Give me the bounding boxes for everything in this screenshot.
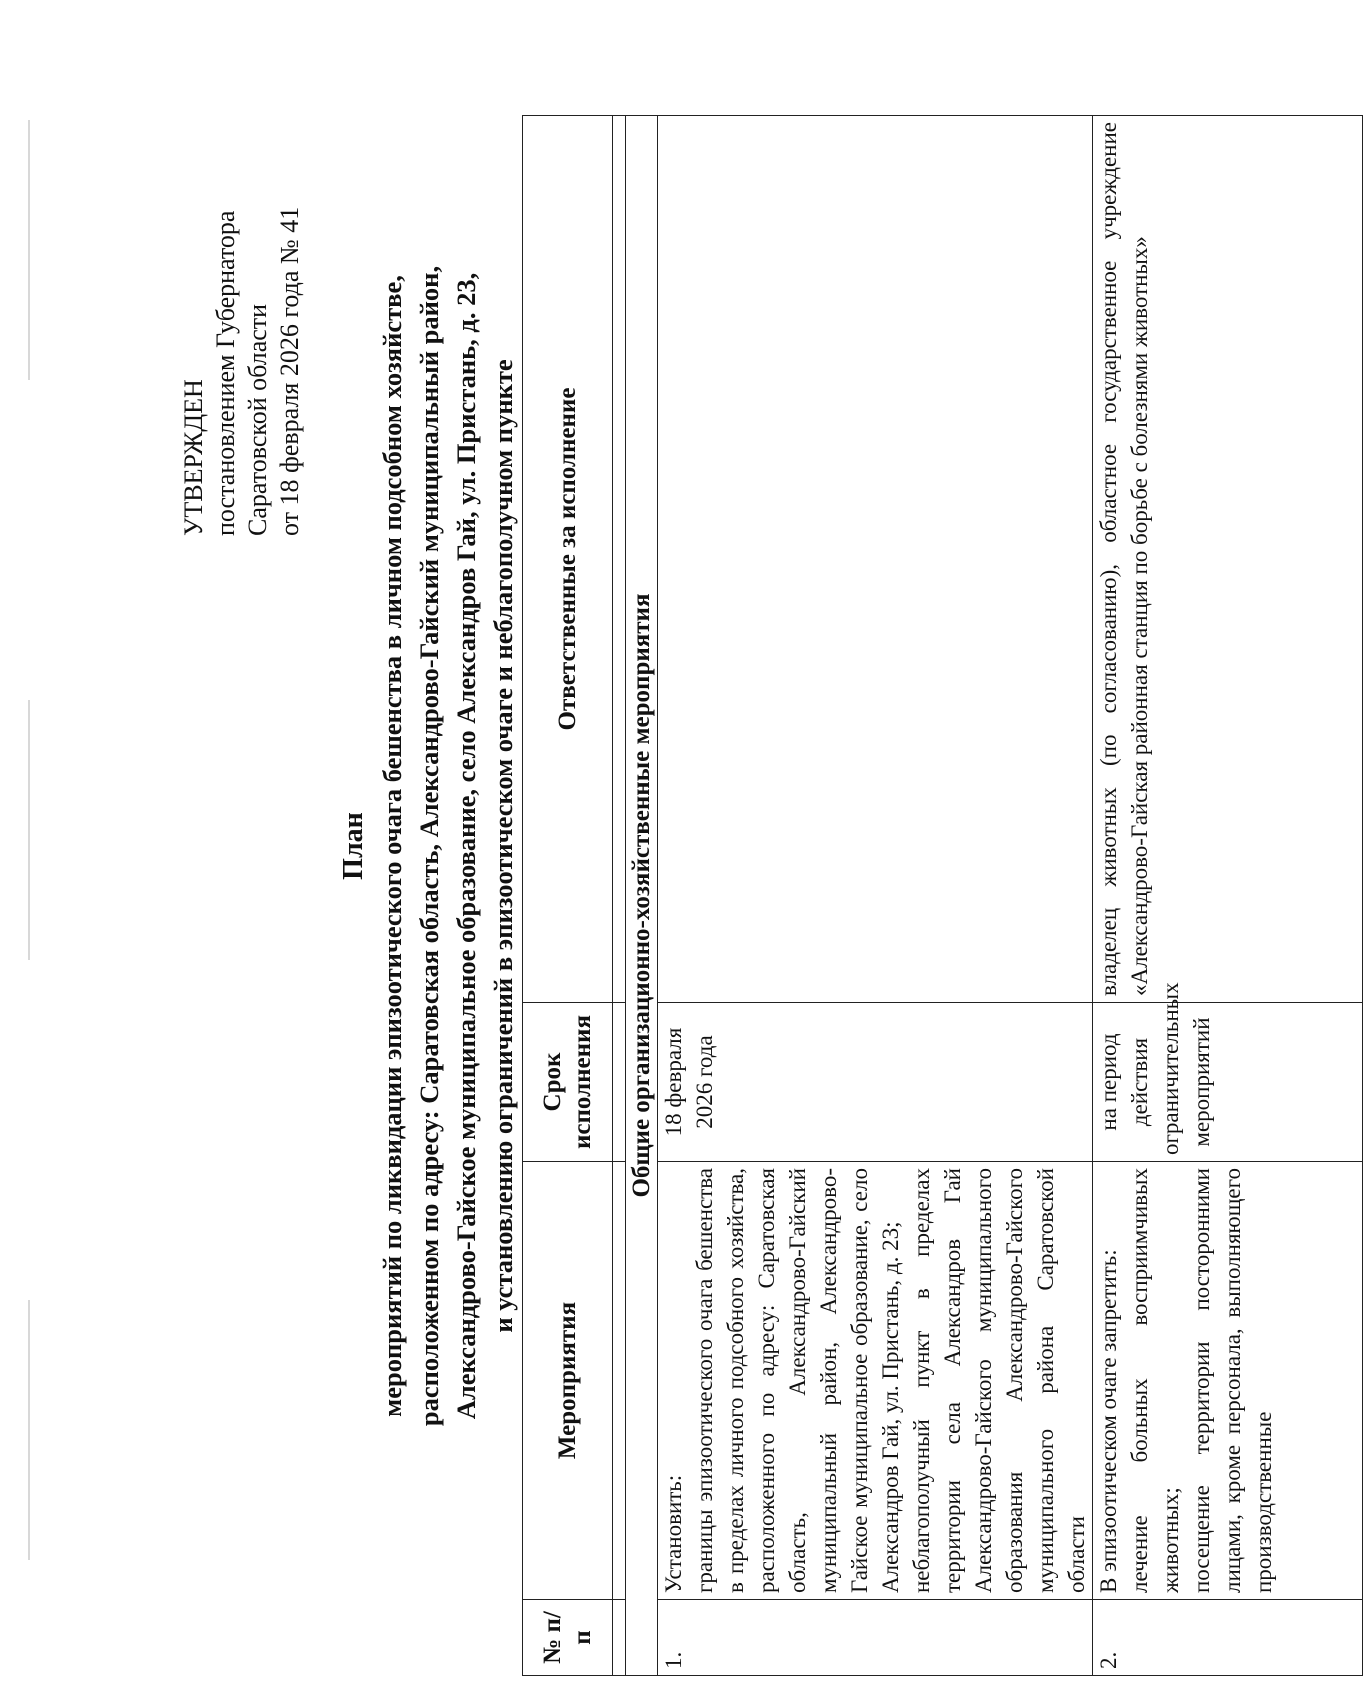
activity-cell <box>1093 1162 1363 1600</box>
title-line: мероприятий по ликвидации эпизоотического очага бешенства в личном подсобном хозяйстве, <box>377 275 407 1417</box>
activity-cell <box>658 1162 1093 1600</box>
section-row <box>626 116 658 1676</box>
header-no: № п/п <box>523 1600 613 1676</box>
approval-heading: УТВЕРЖДЕН <box>179 379 208 536</box>
activity-text: посещение территории посторонними лицами, кроме персонала, выполняющего производственные <box>1189 1168 1276 1593</box>
approval-line: Саратовской области <box>243 303 272 536</box>
header-term: Срок исполнения <box>523 1003 613 1162</box>
responsible-cell: владелец животных (по согласованию), областное государственное учреждение «Александрово-Гайская районная станция по борьбе с болезнями животных» <box>1093 116 1363 1003</box>
title-main: План <box>338 812 369 880</box>
activity-intro: В эпизоотическом очаге запретить: <box>1096 1249 1121 1593</box>
title-line: расположенном по адресу: Саратовская область, Александрово-Гайский муниципальный район, <box>414 265 444 1427</box>
header-responsible: Ответственные за исполнение <box>523 116 613 1003</box>
plan-table <box>522 115 1363 1676</box>
term-cell: 18 февраля 2026 года <box>658 1003 1093 1162</box>
activity-text: лечение больных восприимчивых животных; <box>1127 1168 1183 1593</box>
section-title: Общие организационно-хозяйственные мероприятия <box>626 116 658 1676</box>
table-header-row <box>523 116 613 1676</box>
term-cell: на период действия ограничительных мероприятий <box>1093 1003 1363 1162</box>
responsible-cell <box>658 116 1093 1003</box>
activity-text: границы эпизоотического очага бешенства в пределах личного подсобного хозяйства, расположенного по адресу: Саратовская область, Александрово-Гайский муниципальный район, Александрово-Гайское муниципальное образование, село Александров Гай, ул. Пристань, д. 23; <box>692 1168 903 1593</box>
table-row <box>658 116 1093 1676</box>
activity-intro: Установить: <box>661 1474 686 1593</box>
approval-line: постановлением Губернатора <box>211 210 240 536</box>
activity-text: неблагополучный пункт в пределах территории села Александров Гай Александрово-Гайского муниципального образования Александрово-Гайского муниципального района Саратовской области <box>909 1168 1089 1593</box>
approval-date: от 18 февраля 2026 года № 41 <box>275 206 304 536</box>
approval-stamp <box>178 207 306 536</box>
row-number: 1. <box>658 1600 1093 1676</box>
title-line: Александрово-Гайское муниципальное образование, село Александров Гай, ул. Пристань, д. 23, <box>451 272 481 1420</box>
row-number: 2. <box>1093 1600 1363 1676</box>
document-title <box>335 146 522 1546</box>
title-line: и установлению ограничений в эпизоотическом очаге и неблагополучном пункте <box>488 359 518 1333</box>
table-row <box>1093 116 1363 1676</box>
header-activity: Мероприятия <box>523 1162 613 1600</box>
table-spacer-row <box>613 116 626 1676</box>
